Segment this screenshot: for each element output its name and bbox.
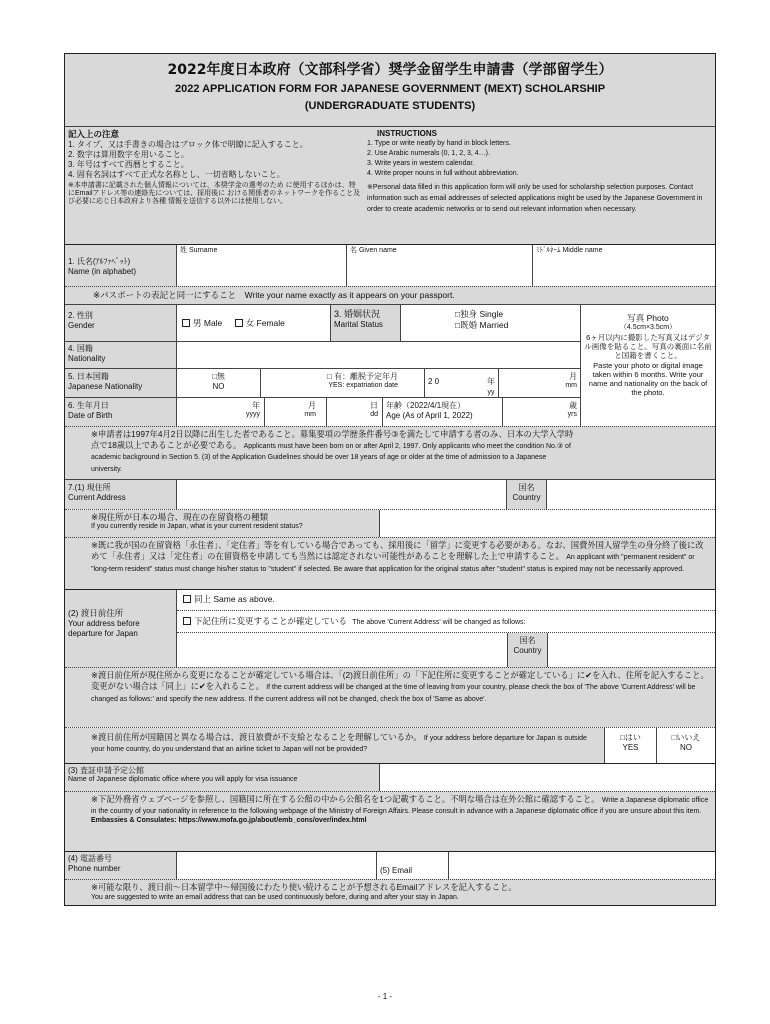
- dob-note-box: [65, 427, 580, 479]
- dob-year-en: yyyy: [246, 411, 260, 418]
- single-option[interactable]: □独身 Single: [455, 309, 504, 319]
- change-address-jp: 下記住所に変更することが確定している: [194, 616, 348, 626]
- name-note-text: ※パスポートの表記と同一にすること Write your name exactly as it appears on your passport.: [93, 290, 455, 300]
- jp-nationality-row: [65, 368, 580, 397]
- instruction-en-2: 2. Use Arabic numerals (0, 1, 2, 3, 4…).: [367, 150, 490, 157]
- name-label-en: Name (in alphabet): [68, 267, 137, 276]
- dob-month[interactable]: [265, 398, 327, 426]
- middle-name-field[interactable]: [533, 245, 715, 286]
- nationality-field[interactable]: [177, 342, 580, 368]
- nationality-label-jp: 4. 国籍: [68, 344, 93, 353]
- female-option[interactable]: [235, 318, 285, 328]
- jp-nationality-label-jp: 5. 日本国籍: [68, 372, 109, 381]
- current-address-row: [65, 479, 715, 509]
- page-number: - 1 -: [377, 992, 393, 1001]
- dob-label-jp: 6. 生年月日: [68, 401, 109, 410]
- instructions-jp: [65, 127, 365, 244]
- given-name-label: 名 Given name: [350, 247, 397, 254]
- age-field[interactable]: [503, 398, 580, 426]
- dob-day-en: dd: [370, 411, 378, 418]
- departure-note-jp: ※渡日前住所が現住所から変更になることが確定している場合は、「(2)渡日前住所」の「下記住所に変更することが確定している」に✔を入れ、住所を記入すること。変更がない場合は「同上」に✔を入れること。: [91, 670, 709, 692]
- airfare-no-en: NO: [680, 743, 692, 752]
- gender-label-en: Gender: [68, 321, 95, 330]
- name-label: [65, 245, 177, 286]
- departure-address-label-en-2: departure for Japan: [68, 628, 138, 638]
- instructions: [65, 126, 715, 244]
- dob-year[interactable]: [177, 398, 265, 426]
- expatriation-month[interactable]: [499, 369, 580, 397]
- age-label-en: Age (As of April 1, 2022): [386, 411, 473, 420]
- instruction-en-4: 4. Write proper nouns in full without abbreviation.: [367, 170, 519, 177]
- instruction-en-3: 3. Write years in western calendar.: [367, 160, 475, 167]
- expatriation-year-unit: [487, 377, 495, 395]
- middle-name-label: ﾐﾄﾞﾙﾈｰﾑ Middle name: [536, 247, 603, 254]
- instruction-jp-2: 2. 数字は算用数字を用いること。: [68, 149, 189, 159]
- dob-month-jp: 月: [308, 401, 316, 410]
- age-unit-jp: 歳: [569, 401, 577, 410]
- photo-box-extension: [580, 427, 715, 479]
- airfare-yes[interactable]: [605, 728, 657, 763]
- departure-country-label: [508, 633, 548, 667]
- gender-marital-row: [65, 305, 580, 341]
- email-note-jp: ※可能な限り、渡日前～日本留学中～帰国後にわたり使い続けることが予想されるEmailアドレスを記入すること。: [91, 882, 517, 892]
- departure-address-field[interactable]: [177, 633, 508, 667]
- permanent-resident-jp: ※既に我が国の在留資格「永住者」、「定住者」等を有している場合であっても、採用後に「留学」に変更する必要がある。なお、国費外国人留学生の身分終了後に改めて「永住者」又は「定住者」の在留資格を申請しても当然には認定されない可能性があることを理解した上で申請すること。: [91, 540, 704, 562]
- age-label-jp: 年齢（2022/4/1現在）: [386, 401, 466, 410]
- photo-instruction-jp: 6ヶ月以内に撮影した写真又はデジタル画像を貼ること。写真の裏面に名前と国籍を書くこと。: [584, 333, 712, 361]
- same-as-above-option[interactable]: [177, 590, 715, 610]
- current-country-label-jp: 国名: [518, 483, 535, 492]
- embassy-note-jp: ※下記外務省ウェブページを参照し、国籍国に所在する公館の中から公館名を1つ記載すること。不明な場合は在外公館に確認すること。: [91, 794, 600, 804]
- name-row: [65, 244, 715, 286]
- email-label-text: (5) Email: [380, 866, 413, 875]
- current-address-label-en: Current Address: [68, 493, 126, 502]
- departure-address-label-en-1: Your address before: [68, 618, 140, 628]
- surname-label: 姓 Surname: [180, 247, 218, 254]
- embassy-label-en: Name of Japanese diplomatic office where you will apply for visa issuance: [68, 776, 298, 783]
- expatriation-year-jp: 年: [487, 377, 495, 386]
- nationality-label: [65, 342, 177, 368]
- gender-label: [65, 305, 177, 341]
- title-en-2: (UNDERGRADUATE STUDENTS): [304, 100, 476, 112]
- nationality-label-en: Nationality: [68, 354, 106, 363]
- current-address-label: [65, 480, 177, 509]
- photo-title: 写真 Photo: [627, 313, 669, 323]
- embassy-field[interactable]: [380, 764, 715, 791]
- departure-address-options: [177, 590, 715, 667]
- email-field[interactable]: [449, 852, 715, 879]
- privacy-jp: ※本申請書に記載された個人情報については、本奨学金の選考のため に使用するほかは、特にEmailアドレス等の連絡先については、採用後に おける関係者のネットワークを作ること及び必要に応じ日本政府より各種 情報を送信する以外には使用しない。: [68, 181, 361, 206]
- application-form: [64, 53, 716, 906]
- male-option[interactable]: [182, 318, 222, 328]
- expatriation-month-en: mm: [565, 382, 577, 389]
- email-note: [65, 879, 715, 905]
- marital-label-jp: 3. 婚姻状況: [334, 309, 381, 319]
- marital-label: [331, 305, 401, 341]
- email-note-en: You are suggested to write an email address that can be used continuously before, during and after your stay in Japan.: [91, 894, 459, 902]
- embassy-note-en: Write a Japanese diplomatic office in the country of your nationality in reference to the following webpage of the Ministry of Foreign Affairs. Please consult in advance with a Japanese diplomatic office if you are unsure about this item.: [91, 797, 709, 816]
- jp-nationality-yes[interactable]: [261, 369, 401, 397]
- age-label: [383, 398, 503, 426]
- airfare-yes-en: YES: [622, 743, 639, 752]
- instruction-en-1: 1. Type or write neatly by hand in block letters.: [367, 140, 511, 147]
- airfare-question: [65, 728, 605, 763]
- dob-row: [65, 397, 580, 426]
- dob-day-jp: 日: [370, 401, 378, 410]
- phone-field[interactable]: [177, 852, 377, 879]
- current-address-field[interactable]: [177, 480, 507, 509]
- departure-address-label: [65, 590, 177, 667]
- personal-fields: [65, 305, 580, 426]
- phone-label: [65, 852, 177, 879]
- resident-status-row: [65, 509, 715, 537]
- departure-address-label-jp: (2) 渡日前住所: [68, 608, 124, 618]
- marital-label-en: Marital Status: [334, 320, 383, 330]
- same-as-above-checkbox[interactable]: [183, 595, 191, 603]
- current-address-label-jp: 7.(1) 現住所: [68, 483, 111, 492]
- departure-note-en: If the current address will be changed at the time of leaving from your country, please check the box of 'The above 'Current Address' will be changed as follows:' and specify the new address. If the current address will not be changed, check the box of 'Same as above'.: [91, 684, 696, 703]
- expatriation-year[interactable]: [425, 369, 499, 397]
- current-country-label: [507, 480, 547, 509]
- change-address-option[interactable]: [177, 610, 715, 632]
- embassy-label-jp: (3) 査証申請予定公館: [68, 766, 144, 775]
- airfare-yes-jp: □はい: [620, 733, 641, 742]
- departure-country-field[interactable]: [548, 633, 715, 667]
- airfare-en-1: If your address: [423, 735, 471, 742]
- change-address-checkbox[interactable]: [183, 617, 191, 625]
- airfare-no-jp: □いいえ: [671, 733, 701, 742]
- dob-note-jp: ※申請者は1997年4月2日以降に出生した者であること。募集要項の学歴条件番号③を満たして申請する者のみ、日本の大学入学時点で18歳以上であることが必要である。: [91, 429, 574, 450]
- female-checkbox[interactable]: [235, 319, 243, 327]
- departure-country-label-jp: 国名: [519, 636, 536, 645]
- jp-nationality-yes-jp: □ 有：離脱予定年月: [326, 372, 398, 381]
- jp-nationality-no-jp: □無: [212, 372, 225, 381]
- jp-nationality-yes-en: YES: expatriation date: [328, 382, 398, 389]
- dob-month-en: mm: [304, 411, 316, 418]
- instructions-en-heading: INSTRUCTIONS: [377, 129, 437, 138]
- gender-options: [177, 305, 331, 341]
- dob-day[interactable]: [327, 398, 383, 426]
- embassy-link[interactable]: Embassies & Consulates: https://www.mofa.go.jp/about/emb_cons/over/index.html: [91, 816, 367, 824]
- given-name-field[interactable]: [347, 245, 533, 286]
- personal-block: [65, 304, 715, 426]
- year-prefix: 2 0: [428, 377, 440, 386]
- dob-note: [65, 426, 715, 479]
- embassy-note: [65, 791, 715, 851]
- name-label-jp: 1. 氏名(ｱﾙﾌｧﾍﾞｯﾄ): [68, 257, 131, 266]
- airfare-en-2: before departure for Japan is outside your home country, do you understand that an airline ticket to Japan will not be provided?: [91, 735, 587, 754]
- male-label: 男 Male: [193, 318, 223, 328]
- expatriation-year-en: yy: [487, 389, 495, 396]
- jp-nationality-label-en: Japanese Nationality: [68, 382, 143, 391]
- jp-nationality-no-en: NO: [212, 382, 225, 391]
- resident-status-label: [65, 510, 380, 537]
- instructions-en: [365, 127, 715, 244]
- form-header: [65, 54, 715, 126]
- gender-label-jp: 2. 性別: [68, 311, 93, 320]
- male-checkbox[interactable]: [182, 319, 190, 327]
- permanent-resident-en: An applicant with "permanent resident" or "long-term resident" status must change his/her status to "student" if selected. Be aware that application for the original status after "student" status is expired may not be necessarily approved.: [91, 554, 695, 573]
- title-en-1: 2022 APPLICATION FORM FOR JAPANESE GOVERNMENT (MEXT) SCHOLARSHIP: [174, 83, 606, 95]
- instructions-jp-heading: 記入上の注意: [68, 129, 120, 139]
- airfare-no[interactable]: [657, 728, 715, 763]
- change-address-en: The above 'Current Address' will be changed as follows:: [352, 619, 526, 626]
- photo-box[interactable]: [580, 305, 715, 426]
- departure-address-entry: [177, 632, 715, 667]
- name-note: [65, 286, 715, 304]
- photo-instruction-en: Paste your photo or digital image taken within 6 months. Write your name and nationality on the back of the photo.: [588, 361, 708, 398]
- privacy-en: ※Personal data filled in this application form will only be used for scholarship selection purposes. Contact information such as email addresses of selected applications might be used by the Japanese Government in order to create academic networks or to send out relevant information when necessary.: [367, 184, 703, 213]
- dob-label-en: Date of Birth: [68, 411, 113, 420]
- contact-row: [65, 851, 715, 879]
- phone-label-en: Phone number: [68, 864, 121, 873]
- married-option[interactable]: □既婚 Married: [455, 319, 509, 330]
- current-country-label-en: Country: [512, 493, 541, 502]
- current-country-field[interactable]: [547, 480, 715, 509]
- resident-status-jp: ※現住所が日本の場合、現在の在留資格の種類: [91, 512, 269, 522]
- nationality-row: [65, 341, 580, 368]
- instruction-jp-3: 3. 年号はすべて西暦とすること。: [68, 159, 189, 169]
- departure-note: [65, 667, 715, 727]
- same-as-above-label: 同上 Same as above.: [194, 594, 275, 604]
- departure-address-block: [65, 589, 715, 667]
- embassy-label: [65, 764, 380, 791]
- resident-status-en: If you currently reside in Japan, what is your current resident status?: [91, 522, 303, 530]
- resident-status-field[interactable]: [380, 510, 715, 537]
- permanent-resident-note: [65, 537, 715, 589]
- embassy-row: [65, 763, 715, 791]
- airfare-jp: ※渡日前住所が国籍国と異なる場合は、渡日旅費が不支給となることを理解しているか。: [91, 732, 422, 742]
- expatriation-month-jp: 月: [569, 372, 577, 381]
- photo-size: （4.5cm×3.5cm）: [619, 323, 677, 331]
- jp-nationality-label: [65, 369, 177, 397]
- instruction-jp-4: 4. 固有名詞はすべて正式な名称とし、一切省略しないこと。: [68, 169, 285, 179]
- instruction-jp-1: 1. タイプ、又は手書きの場合はブロック体で明瞭に記入すること。: [68, 139, 308, 149]
- dob-note-en: Applicants must have been born on or after April 2, 1997. Only applicants who meet the condition No.③ of academic background in Section 5. (3) of the Application Guidelines should be over 18 years of age or older at the time of admission to a Japanese university.: [91, 442, 571, 473]
- departure-country-label-en: Country: [513, 646, 542, 655]
- surname-field[interactable]: [177, 245, 347, 286]
- airfare-row: [65, 727, 715, 763]
- phone-label-jp: (4) 電話番号: [68, 854, 112, 863]
- title-jp: 2022年度日本政府（文部科学省）奨学金留学生申請書（学部留学生）: [167, 62, 613, 78]
- dob-label: [65, 398, 177, 426]
- age-unit-en: yrs: [567, 411, 577, 418]
- dob-year-jp: 年: [252, 401, 260, 410]
- jp-nationality-no[interactable]: [177, 369, 261, 397]
- marital-options: [401, 305, 580, 341]
- email-label: [377, 852, 449, 879]
- female-label: 女 Female: [245, 318, 285, 328]
